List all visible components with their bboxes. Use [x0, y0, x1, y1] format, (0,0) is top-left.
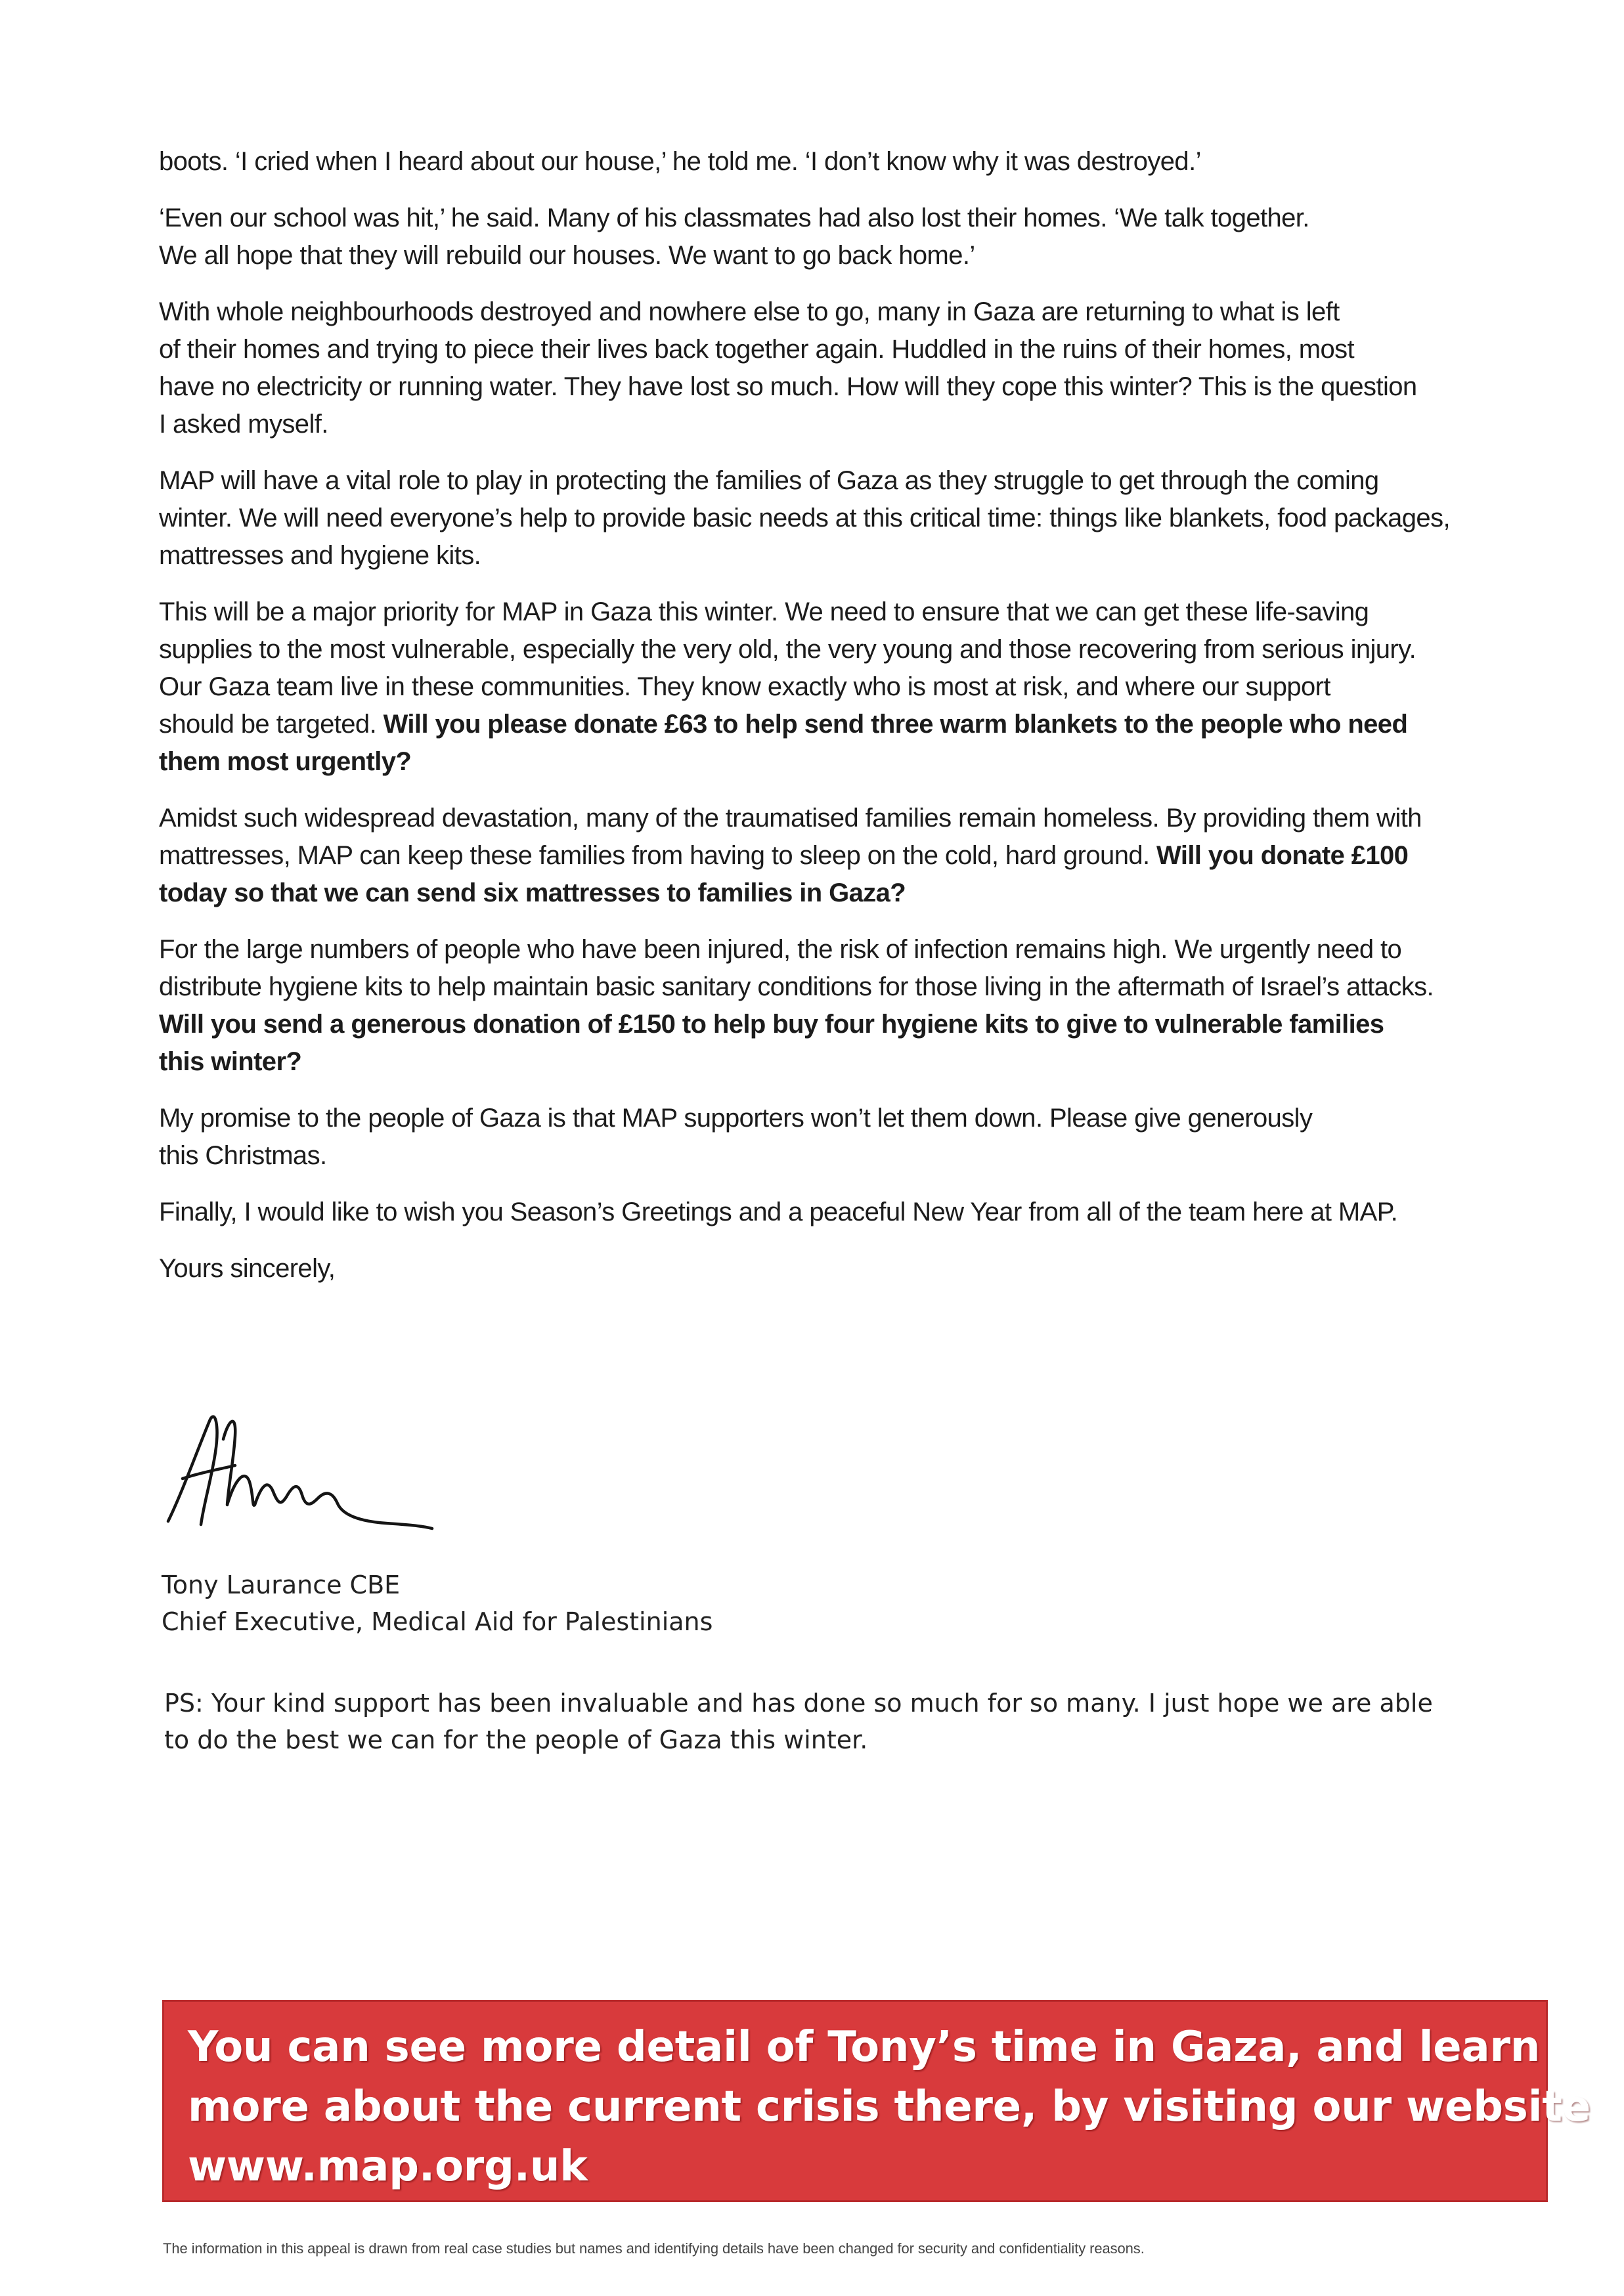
signature-image: [163, 1400, 439, 1548]
signer-title: Chief Executive, Medical Aid for Palestinians: [162, 1607, 713, 1636]
banner-line-1: You can see more detail of Tony’s time in Gaza, and learn: [188, 2023, 1541, 2071]
postscript-line-1: PS: Your kind support has been invaluable and has done so much for so many. I just hope we are able: [164, 1689, 1433, 1718]
banner-line-2: more about the current crisis there, by visiting our website: [188, 2083, 1591, 2131]
postscript-line-2: to do the best we can for the people of Gaza this winter.: [164, 1725, 868, 1754]
signer-name: Tony Laurance CBE: [162, 1570, 401, 1599]
signer-block: [162, 1567, 713, 1640]
paragraph-8: My promise to the people of Gaza is that MAP supporters won’t let them down. Please give generously this Christmas.: [159, 1104, 1313, 1170]
hygiene-kit-appeal: Will you send a generous donation of £150 to help buy four hygiene kits to give to vulnerable families this winter?: [159, 1010, 1384, 1076]
footnote: The information in this appeal is drawn from real case studies but names and identifying details have been changed for security and confidentiality reasons.: [163, 2240, 1145, 2257]
mattress-appeal: Will you donate £100 today so that we can send six mattresses to families in Gaza?: [159, 841, 1409, 907]
letter-body: [159, 143, 1558, 1307]
website-banner: [162, 2000, 1591, 2202]
paragraph-3: With whole neighbourhoods destroyed and nowhere else to go, many in Gaza are returning to what is left of their homes and trying to piece their lives back together again. Huddled in the ruins of their homes, most have no electricity or running water. They have lost so much. How will they cope this winter? This is the question I asked myself.: [159, 297, 1417, 439]
paragraph-4: MAP will have a vital role to play in protecting the families of Gaza as they struggle to get through the coming winter. We will need everyone’s help to provide basic needs at this critical time: things like blankets, food packages, mattresses and hygiene kits.: [159, 466, 1450, 570]
paragraph-7: For the large numbers of people who have been injured, the risk of infection remains high. We urgently need to distribute hygiene kits to help maintain basic sanitary conditions for those living in the aftermath of Israel’s attacks. Will you send a generous donation of £150 to help buy four hygiene kits to give to vulnerable families this winter?: [159, 935, 1434, 1076]
banner-website-link[interactable]: www.map.org.uk: [188, 2142, 588, 2191]
blanket-appeal: Will you please donate £63 to help send three warm blankets to the people who need them most urgently?: [159, 710, 1408, 776]
closing-salutation: Yours sincerely,: [159, 1254, 336, 1283]
postscript: [164, 1685, 1543, 1758]
paragraph-2: ‘Even our school was hit,’ he said. Many of his classmates had also lost their homes. ‘We talk together. We all hope that they will rebuild our houses. We want to go back home.’: [159, 204, 1309, 270]
paragraph-1: boots. ‘I cried when I heard about our house,’ he told me. ‘I don’t know why it was destroyed.’: [159, 147, 1201, 176]
paragraph-9: Finally, I would like to wish you Season’s Greetings and a peaceful New Year from all of the team here at MAP.: [159, 1198, 1398, 1226]
paragraph-6: Amidst such widespread devastation, many of the traumatised families remain homeless. By providing them with mattresses, MAP can keep these families from having to sleep on the cold, hard ground. Will you donate £100 today so that we can send six mattresses to families in Gaza?: [159, 804, 1422, 907]
paragraph-5: This will be a major priority for MAP in Gaza this winter. We need to ensure that we can get these life-saving supplies to the most vulnerable, especially the very old, the very young and those recovering from serious injury. Our Gaza team live in these communities. They know exactly who is most at risk, and where our support should be targeted. Will you please donate £63 to help send three warm blankets to the people who need them most urgently?: [159, 597, 1416, 776]
